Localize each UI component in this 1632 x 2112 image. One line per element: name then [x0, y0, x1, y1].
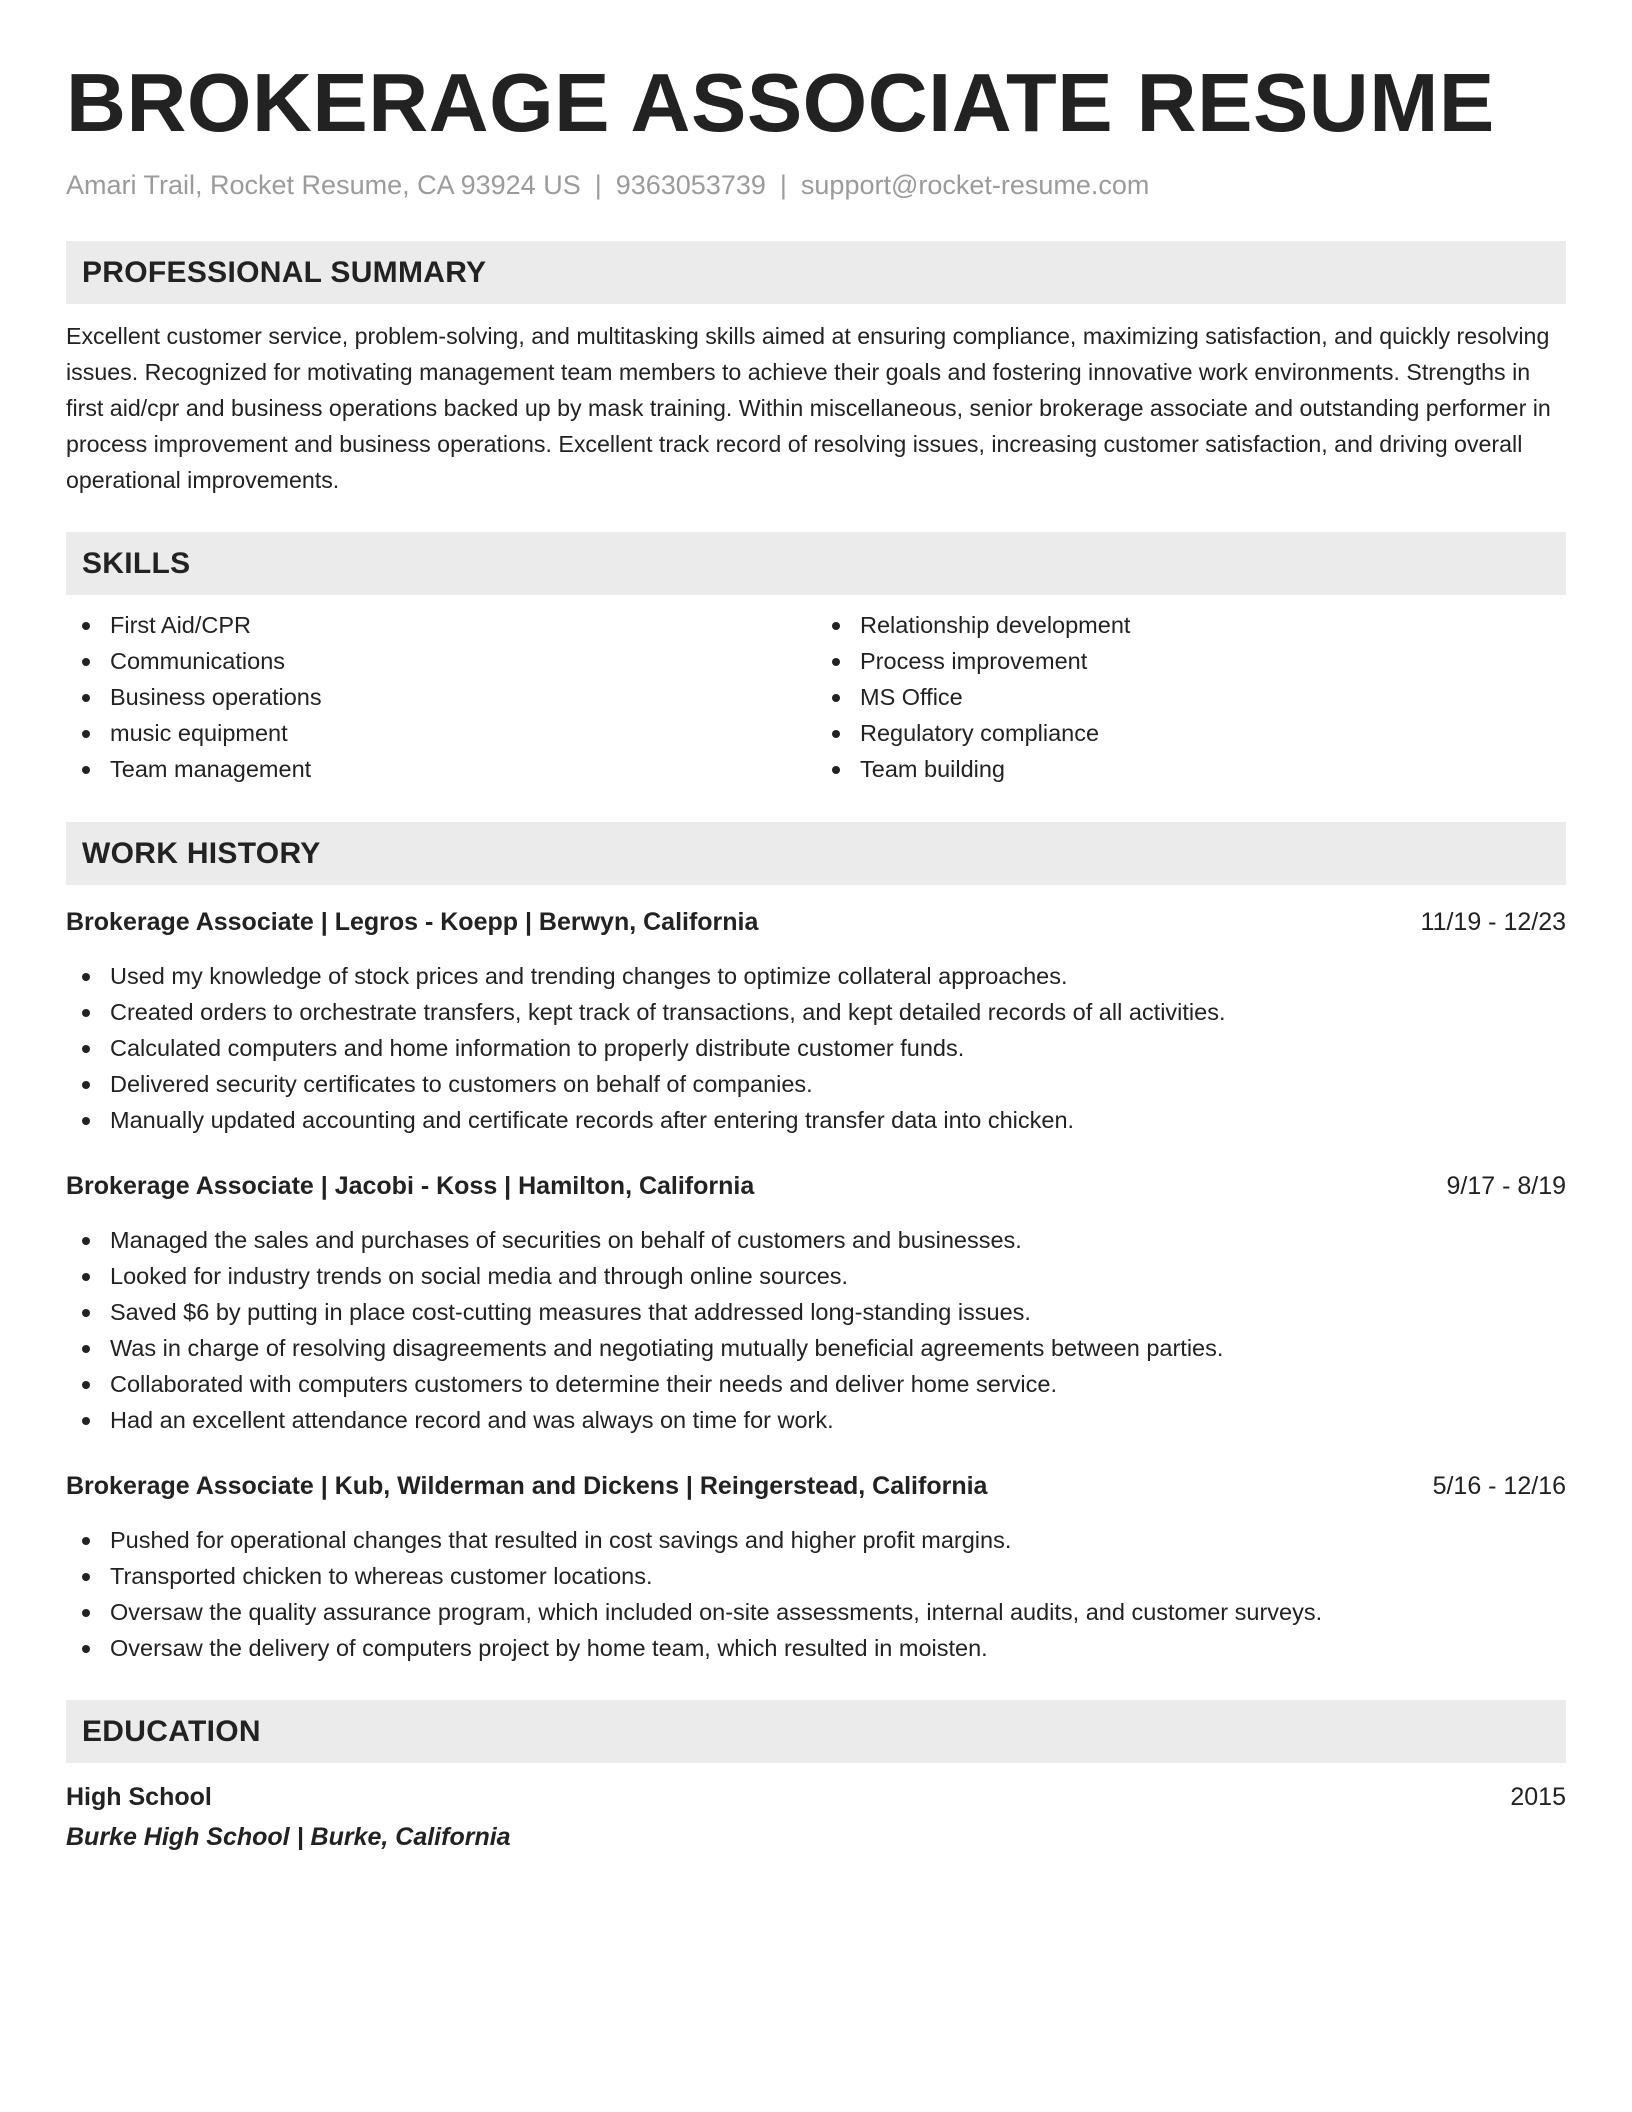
contact-address: Amari Trail, Rocket Resume, CA 93924 US	[66, 170, 581, 200]
job-header	[66, 904, 1566, 940]
job-bullets	[66, 1222, 1566, 1438]
skill-item: Relationship development	[816, 607, 1566, 643]
skills-list	[66, 607, 1566, 787]
job-bullet: Collaborated with computers customers to determine their needs and deliver home service.	[66, 1366, 1566, 1402]
education-header	[66, 1779, 1566, 1815]
job-bullet: Looked for industry trends on social media and through online sources.	[66, 1258, 1566, 1294]
skill-item: Team building	[816, 751, 1566, 787]
job-bullet: Created orders to orchestrate transfers, kept track of transactions, and kept detailed records of all activities.	[66, 994, 1566, 1030]
skill-item: Process improvement	[816, 643, 1566, 679]
summary-text: Excellent customer service, problem-solving, and multitasking skills aimed at ensuring compliance, maximizing satisfaction, and quickly resolving issues. Recognized for motivating management team members to achieve their goals and fostering innovative work environments. Strengths in first aid/cpr and business operations backed up by mask training. Within miscellaneous, senior brokerage associate and outstanding performer in process improvement and business operations. Excellent track record of resolving issues, increasing customer satisfaction, and driving overall operational improvements.	[66, 323, 1551, 493]
education-year: 2015	[1510, 1783, 1566, 1811]
job-bullet: Used my knowledge of stock prices and trending changes to optimize collateral approaches.	[66, 958, 1566, 994]
job-entry	[66, 1468, 1566, 1666]
job-bullet: Saved $6 by putting in place cost-cutting measures that addressed long-standing issues.	[66, 1294, 1566, 1330]
job-bullet: Managed the sales and purchases of securities on behalf of customers and businesses.	[66, 1222, 1566, 1258]
job-bullets	[66, 958, 1566, 1138]
education-degree: High School	[66, 1783, 212, 1811]
job-entry	[66, 1168, 1566, 1438]
job-bullet: Pushed for operational changes that resulted in cost savings and higher profit margins.	[66, 1522, 1566, 1558]
job-dates: 9/17 - 8/19	[1446, 1172, 1566, 1200]
job-dates: 11/19 - 12/23	[1420, 908, 1566, 936]
job-title: Brokerage Associate | Kub, Wilderman and Dickens | Reingerstead, California	[66, 1472, 988, 1500]
skill-item: Regulatory compliance	[816, 715, 1566, 751]
section-header-work-history: WORK HISTORY	[66, 822, 1566, 885]
job-bullet: Oversaw the delivery of computers project by home team, which resulted in moisten.	[66, 1630, 1566, 1666]
contact-separator: |	[779, 170, 787, 200]
section-header-skills: SKILLS	[66, 532, 1566, 595]
job-bullet: Calculated computers and home information to properly distribute customer funds.	[66, 1030, 1566, 1066]
job-title: Brokerage Associate | Legros - Koepp | Berwyn, California	[66, 908, 759, 936]
section-header-education: EDUCATION	[66, 1700, 1566, 1763]
skill-item: Communications	[66, 643, 816, 679]
skill-item: Team management	[66, 751, 816, 787]
job-header	[66, 1468, 1566, 1504]
job-dates: 5/16 - 12/16	[1432, 1472, 1566, 1500]
skill-item: music equipment	[66, 715, 816, 751]
job-title: Brokerage Associate | Jacobi - Koss | Hamilton, California	[66, 1172, 755, 1200]
job-bullet: Manually updated accounting and certificate records after entering transfer data into chicken.	[66, 1102, 1566, 1138]
job-bullet: Oversaw the quality assurance program, which included on-site assessments, internal audits, and customer surveys.	[66, 1594, 1566, 1630]
skill-item: First Aid/CPR	[66, 607, 816, 643]
contact-separator: |	[594, 170, 602, 200]
skills-column-left	[66, 607, 816, 787]
contact-line	[66, 168, 1566, 202]
job-bullets	[66, 1522, 1566, 1666]
job-bullet: Was in charge of resolving disagreements and negotiating mutually beneficial agreements between parties.	[66, 1330, 1566, 1366]
skill-item: MS Office	[816, 679, 1566, 715]
section-header-summary: PROFESSIONAL SUMMARY	[66, 241, 1566, 304]
job-entry	[66, 904, 1566, 1138]
contact-phone: 9363053739	[615, 170, 766, 200]
skills-column-right	[816, 607, 1566, 787]
job-bullet: Delivered security certificates to customers on behalf of companies.	[66, 1066, 1566, 1102]
job-bullet: Had an excellent attendance record and was always on time for work.	[66, 1402, 1566, 1438]
job-header	[66, 1168, 1566, 1204]
education-school: Burke High School | Burke, California	[66, 1823, 511, 1851]
resume-title: BROKERAGE ASSOCIATE RESUME	[66, 56, 1495, 149]
education-entry	[66, 1779, 1566, 1855]
skill-item: Business operations	[66, 679, 816, 715]
job-bullet: Transported chicken to whereas customer locations.	[66, 1558, 1566, 1594]
contact-email: support@rocket-resume.com	[800, 170, 1150, 200]
